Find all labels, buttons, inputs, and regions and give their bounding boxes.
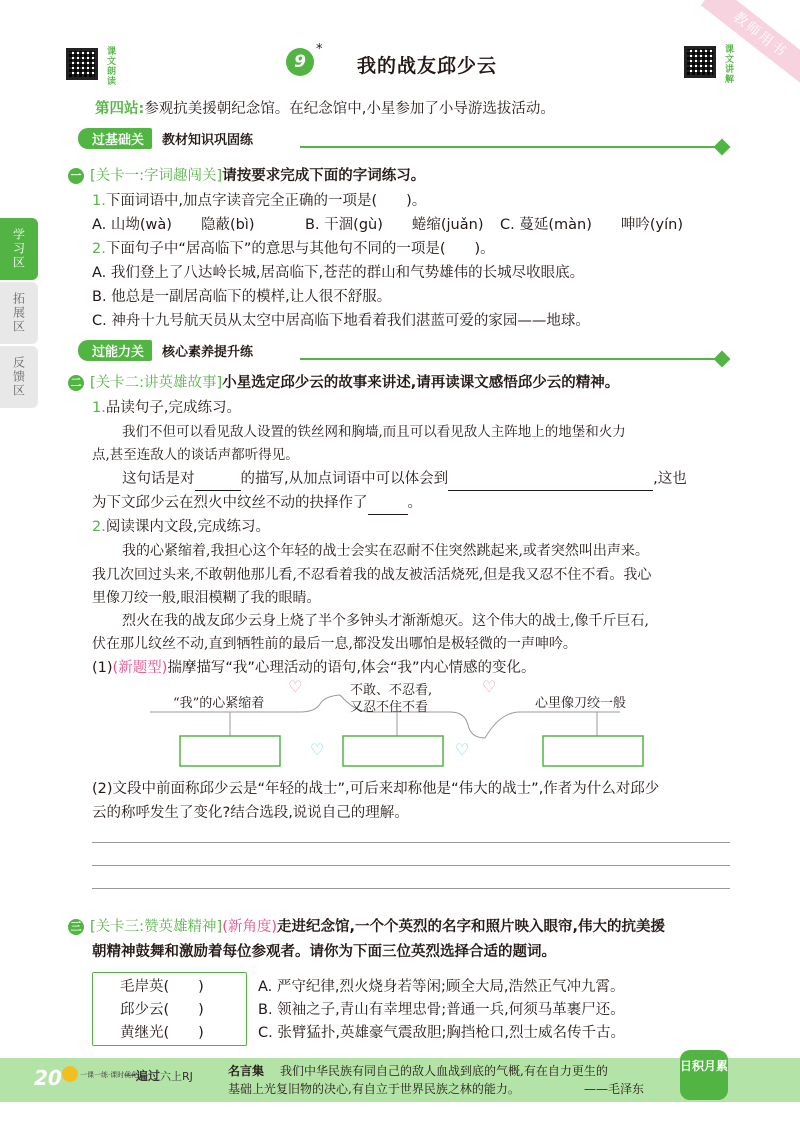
- quote-label: 名言集: [228, 1064, 265, 1078]
- corner-tag: 教师用书: [701, 0, 800, 85]
- q1-2-option-b[interactable]: B. 他总是一副居高临下的模样,让人很不舒服。: [92, 289, 392, 305]
- hero-huang-jiguang[interactable]: 黄继光( ): [120, 1025, 204, 1041]
- brand: 一遍过: [124, 1069, 161, 1083]
- section1-badge: 过基础关: [78, 128, 152, 149]
- flow-box-2[interactable]: [343, 736, 443, 766]
- section1-divider-end: [714, 139, 731, 156]
- inscription-c: C. 张臂猛扑,英雄豪气震敌胆;胸挡枪口,烈士威名传千古。: [258, 1025, 625, 1041]
- quote-author: ——毛泽东: [584, 1082, 645, 1096]
- q2-2-sub2-line1: (2)文段中前面称邱少云是“年轻的战士”,可后来却称他是“伟大的战士”,作者为什么对邱少: [92, 781, 660, 797]
- q2-1-quote-1: 我们不但可以看见敌人设置的铁丝网和胸墙,而且可以看见敌人主阵地上的地堡和火力: [122, 424, 626, 440]
- heart-icon: ♡: [310, 740, 325, 759]
- level3-title: [68, 916, 665, 938]
- intro: [95, 98, 555, 120]
- quote-line-2: 基础上光复旧物的决心,有自立于世界民族之林的能力。: [228, 1082, 520, 1096]
- section2-header: [78, 340, 253, 361]
- heart-icon: ♡: [288, 677, 303, 696]
- level1-num: 一: [68, 168, 84, 184]
- passage-line-5: 伏在那儿纹丝不动,直到牺牲前的最后一息,都没发出哪怕是极轻微的一声呻吟。: [92, 636, 577, 652]
- intro-text: 参观抗美援朝纪念馆。在纪念馆中,小星参加了小导游选拔活动。: [144, 101, 555, 117]
- intro-label: 第四站:: [95, 101, 145, 117]
- level3-num: 三: [68, 919, 84, 935]
- section2-divider: [300, 358, 720, 360]
- section1-header: [78, 128, 253, 149]
- flow-label-2b: 又忍不住不看: [350, 700, 429, 715]
- qr-left-label: 课文朗读: [105, 46, 115, 86]
- flow-box-1[interactable]: [180, 736, 280, 766]
- level2-title: [68, 372, 619, 394]
- answer-line[interactable]: [92, 842, 730, 843]
- heart-icon: ♡: [482, 677, 497, 696]
- answer-line[interactable]: [92, 865, 730, 866]
- level1-title: [68, 165, 425, 187]
- inscription-a: A. 严守纪律,烈火烧身若等闲;顾全大局,浩然正气冲九霄。: [258, 979, 625, 995]
- inscription-b: B. 领袖之子,青山有幸埋忠骨;普通一兵,何须马革裹尸还。: [258, 1002, 625, 1018]
- answer-line[interactable]: [92, 888, 730, 889]
- page-number: 20: [34, 1066, 62, 1090]
- grade: 六上RJ: [160, 1070, 193, 1083]
- q2-2-sub2-line2: 云的称呼发生了变化?结合选段,说说自己的理解。: [92, 805, 409, 821]
- blank-2[interactable]: [448, 468, 653, 491]
- level2-num: 二: [68, 375, 84, 391]
- level1-text: 请按要求完成下面的字词练习。: [222, 168, 426, 184]
- qr-code-right[interactable]: [684, 46, 716, 78]
- section2-subtitle: 核心素养提升练: [162, 345, 254, 360]
- section1-divider: [300, 146, 720, 148]
- brand-small: 一课一练·课时优化: [80, 1071, 139, 1079]
- lesson-star: *: [316, 42, 323, 57]
- daily-badge: 日积月累: [680, 1050, 728, 1100]
- level1-tag: [关卡一:字词趣闯关]: [90, 168, 223, 184]
- q2-1-fill-1: 这句话是对 的描写,从加点词语中可以体会到 ,这也: [122, 468, 687, 491]
- passage-line-4: 烈火在我的战友邱少云身上烧了半个多钟头才渐渐熄灭。这个伟大的战士,像千斤巨石,: [122, 613, 649, 629]
- side-tabs: [0, 218, 38, 408]
- level2-tag: [关卡二:讲英雄故事]: [90, 375, 223, 391]
- level2-text: 小星选定邱少云的故事来讲述,请再读课文感悟邱少云的精神。: [222, 375, 620, 391]
- star-mascot-icon: [62, 1066, 78, 1082]
- heart-icon: ♡: [455, 740, 470, 759]
- section1-subtitle: 教材知识巩固练: [162, 133, 254, 148]
- hero-mao-anying[interactable]: 毛岸英( ): [120, 979, 204, 995]
- q2-1-quote-2: 点,甚至连敌人的谈话声都听得见。: [92, 447, 299, 463]
- qr-code-left[interactable]: [66, 48, 98, 80]
- q1-2-option-a[interactable]: A. 我们登上了八达岭长城,居高临下,苍茫的群山和气势雄伟的长城尽收眼底。: [92, 265, 585, 281]
- tab-feedback[interactable]: 反馈区: [0, 346, 38, 408]
- page-title: 我的战友邱少云: [357, 55, 498, 77]
- q2-1-fill-2: 为下文邱少云在烈火中纹丝不动的抉择作了 。: [92, 492, 422, 515]
- q1-2: 2.下面句子中“居高临下”的意思与其他句不同的一项是( )。: [92, 241, 495, 257]
- q1-1-option-b[interactable]: B. 干涸(gù) 蜷缩(juǎn): [305, 217, 484, 233]
- level3-angle: (新角度): [222, 919, 278, 935]
- blank-3[interactable]: [368, 492, 408, 515]
- hero-qiu-shaoyun[interactable]: 邱少云( ): [120, 1002, 204, 1018]
- section2-divider-end: [714, 351, 731, 368]
- flow-label-3: 心里像刀绞一般: [535, 696, 627, 711]
- flow-label-1: “我”的心紧缩着: [173, 696, 265, 711]
- section2-badge: 过能力关: [78, 340, 152, 361]
- quote-line-1: 我们中华民族有同自己的敌人血战到底的气概,有在自力更生的: [280, 1064, 608, 1078]
- q2-1: 1.品读句子,完成练习。: [92, 400, 241, 416]
- q1-2-option-c[interactable]: C. 神舟十九号航天员从太空中居高临下地看着我们湛蓝可爱的家园——地球。: [92, 313, 590, 329]
- q1-1-option-a[interactable]: A. 山坳(wà) 隐蔽(bì): [92, 217, 255, 233]
- blank-1[interactable]: [195, 468, 241, 491]
- lesson-number: 9: [286, 48, 314, 76]
- passage-line-3: 里像刀绞一般,眼泪模糊了我的眼睛。: [92, 590, 321, 606]
- q1-1: 1.下面词语中,加点字读音完全正确的一项是( )。: [92, 193, 427, 209]
- q2-2: 2.阅读课内文段,完成练习。: [92, 519, 270, 535]
- flow-label-2a: 不敢、不忍看,: [350, 683, 433, 698]
- q1-1-option-c[interactable]: C. 蔓延(màn) 呻吟(yín): [500, 217, 683, 233]
- level3-text-1: 走进纪念馆,一个个英烈的名字和照片映入眼帘,伟大的抗美援: [277, 919, 666, 935]
- flow-box-3[interactable]: [543, 736, 643, 766]
- qr-right-label: 课文讲解: [723, 44, 733, 84]
- tab-study[interactable]: 学习区: [0, 218, 38, 280]
- level3-tag: [关卡三:赞英雄精神]: [90, 919, 223, 935]
- tab-extend[interactable]: 拓展区: [0, 282, 38, 344]
- level3-text-2: 朝精神鼓舞和激励着每位参观者。请你为下面三位英烈选择合适的题词。: [92, 944, 556, 960]
- q2-2-sub1: (1)(新题型)揣摩描写“我”心理活动的语句,体会“我”内心情感的变化。: [92, 660, 536, 676]
- passage-line-1: 我的心紧缩着,我担心这个年轻的战士会实在忍耐不住突然跳起来,或者突然叫出声来。: [122, 543, 649, 559]
- passage-line-2: 我几次回过头来,不敢朝他那儿看,不忍看着我的战友被活活烧死,但是我又忍不住不看。我心: [92, 567, 652, 583]
